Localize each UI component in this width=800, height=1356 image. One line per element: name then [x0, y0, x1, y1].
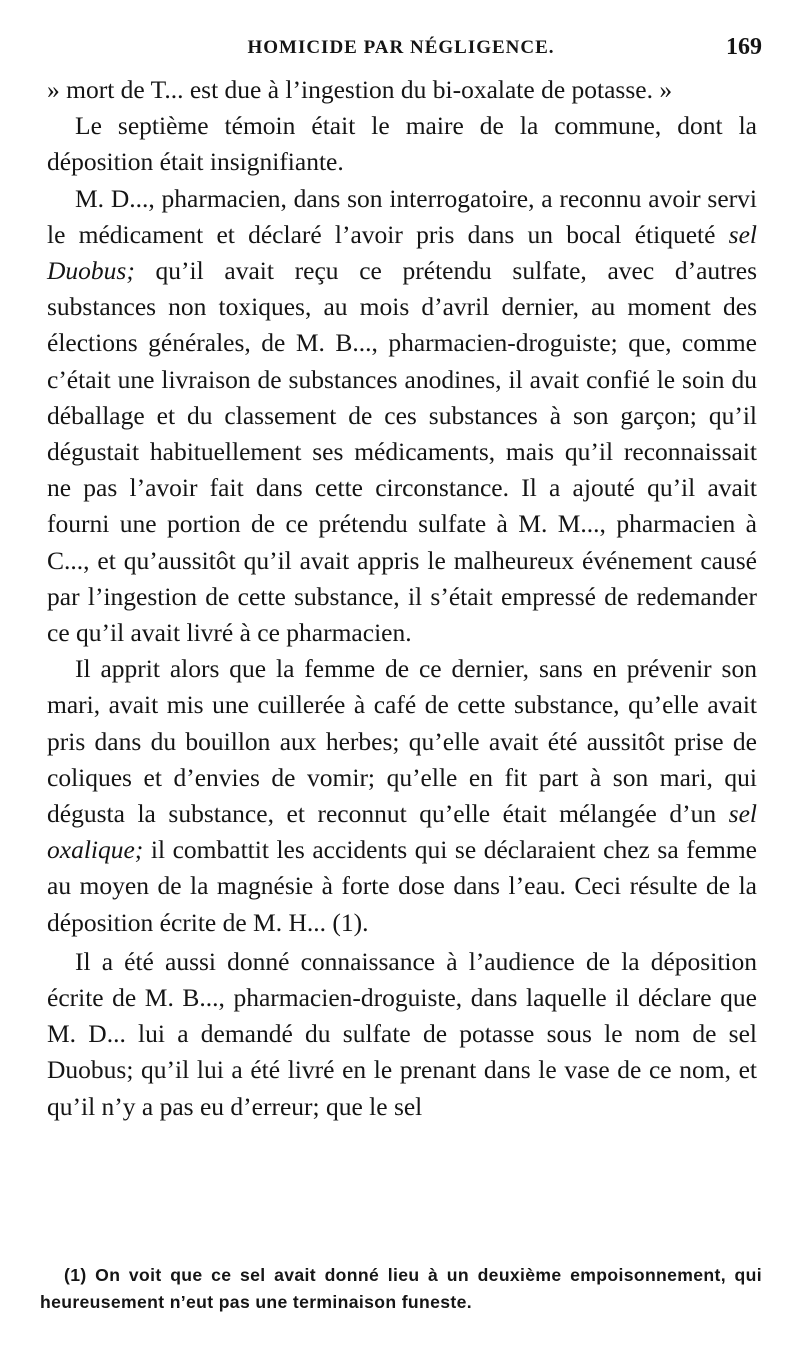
paragraph-wife-text-a: Il apprit alors que la femme de ce dernier, sans en prévenir son mari, avait mis une cuillerée à café de cette substance, qu’elle avait pris dans du bouillon aux herbes; qu’elle avait été aussitôt prise de coliques et d’envies de vomir; qu’elle en fit part à son mari, qui dégusta la substance, et reconnut qu’elle était mélangée d’un: [47, 654, 757, 829]
italic-sel-duobus: sel Duobus;: [47, 219, 757, 286]
page-header: [40, 34, 762, 66]
paragraph-quote-end-text: » mort de T... est due à l’ingestion du bi-oxalate de potasse. »: [47, 75, 673, 104]
running-title: HOMICIDE PAR NÉGLIGENCE.: [247, 37, 555, 58]
paragraph-written-deposition: [47, 944, 757, 1125]
paragraph-quote-end: [47, 72, 757, 108]
paragraph-pharmacist-text-a: M. D..., pharmacien, dans son interrogatoire, a reconnu avoir servi le médicament et déclaré l’avoir pris dans un bocal étiqueté: [47, 183, 757, 249]
paragraph-written-deposition-text: Il a été aussi donné connaissance à l’audience de la déposition écrite de M. B..., pharmacien-droguiste, dans laquelle il déclare que M. D... lui a demandé du sulfate de potasse sous le nom de sel Duobus; qu’il lui a été livré en le prenant dans le vase de ce nom, et qu’il n’y a pas eu d’erreur; que le sel: [47, 946, 757, 1121]
body-text: [47, 72, 757, 1125]
paragraph-wife-incident: [47, 651, 757, 941]
italic-sel-oxalique: sel oxalique;: [47, 799, 757, 865]
paragraph-pharmacist-interrogation: [47, 181, 757, 652]
paragraph-seventh-witness-text: Le septième témoin était le maire de la commune, dont la déposition était insignifiante.: [47, 111, 757, 177]
page-number: 169: [726, 34, 762, 60]
footnote: (1) On voit que ce sel avait donné lieu à un deuxième empoisonnement, qui heureusement n’eut pas une terminaison funeste.: [40, 1265, 762, 1312]
paragraph-wife-text-b: il combattit les accidents qui se déclaraient chez sa femme au moyen de la magnésie à forte dose dans l’eau. Ceci résulte de la déposition écrite de M. H... (1).: [47, 835, 757, 937]
paragraph-pharmacist-text-b: qu’il avait reçu ce prétendu sulfate, avec d’autres substances non toxiques, au mois d’avril dernier, au moment des élections générales, de M. B..., pharmacien-droguiste; que, comme c’était une livraison de substances anodines, il avait confié le soin du déballage et du classement de ces substances à son garçon; qu’il dégustait habituellement ses médicaments, mais qu’il reconnaissait ne pas l’avoir fait dans cette circonstance. Il a ajouté qu’il avait fourni une portion de ce prétendu sulfate à M. M..., pharmacien à C..., et qu’aussitôt qu’il avait appris le malheureux événement causé par l’ingestion de cette substance, il s’était empressé de redemander ce qu’il avait livré à ce pharmacien.: [47, 256, 757, 648]
paragraph-seventh-witness: [47, 108, 757, 180]
